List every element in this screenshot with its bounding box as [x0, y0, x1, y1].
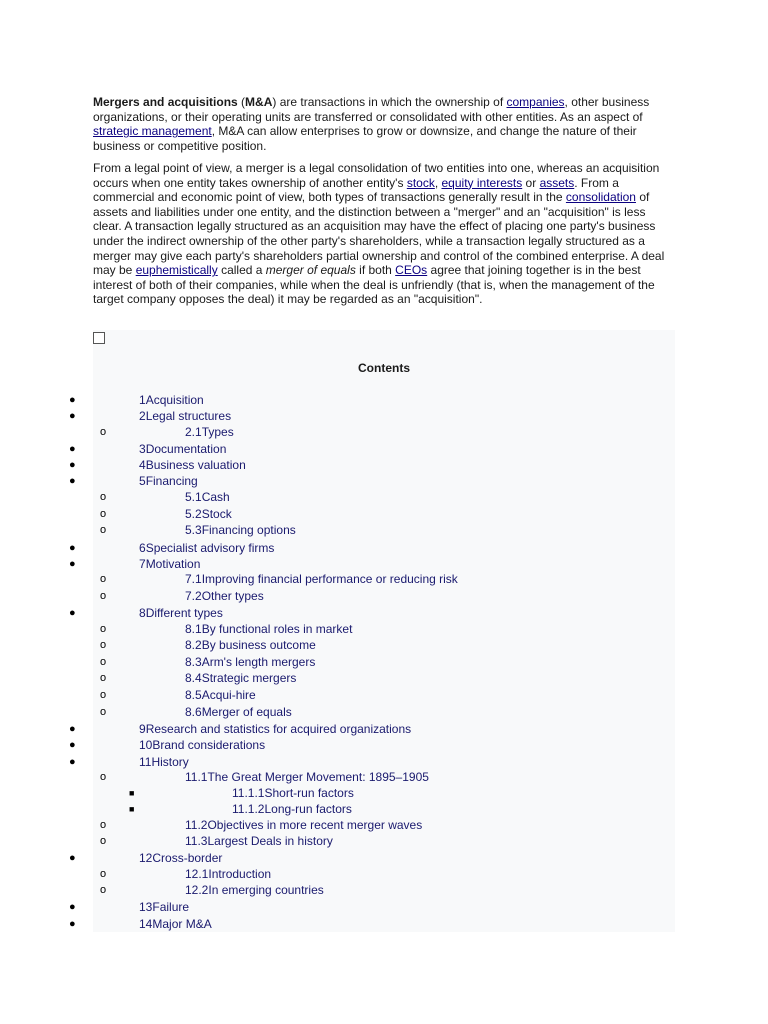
link-consolidation[interactable]: consolidation: [565, 190, 636, 205]
text-run: , M&A can allow enterprises to grow or downsize, and change the nature of their business or competitive position.: [93, 124, 637, 153]
toc-item-number: 12.1: [185, 867, 209, 881]
toc-item-number: 5.1: [185, 490, 202, 504]
toc-item-number: 10: [139, 738, 153, 752]
toc-item-number: 8.6: [185, 705, 202, 719]
toc-item-number: 4: [139, 458, 146, 472]
bullet-marker: o: [100, 656, 107, 668]
bullet-marker: ●: [69, 542, 76, 554]
toc-item-label: Motivation: [145, 557, 201, 571]
toc-item-link[interactable]: [139, 442, 226, 456]
toc-item-number: 11: [139, 755, 152, 769]
bullet-marker: ●: [69, 410, 76, 422]
toc-item-label: Arm's length mergers: [201, 655, 316, 669]
toc-item-link[interactable]: [139, 393, 204, 407]
toc-item-label: Improving financial performance or reducing risk: [201, 572, 458, 586]
toc-item-link[interactable]: [139, 541, 274, 555]
toc-item-label: The Great Merger Movement: 1895–1905: [207, 770, 429, 784]
toc-item-label: Major M&A: [152, 917, 212, 931]
toc-item-label: Acquisition: [145, 393, 204, 407]
toc-item-number: 3: [139, 442, 146, 456]
toc-item-number: 7.1: [185, 572, 202, 586]
bullet-marker: ●: [69, 459, 76, 471]
toc-item-link[interactable]: [185, 705, 292, 719]
bullet-marker: ●: [69, 475, 76, 487]
link-equity-interests[interactable]: equity interests: [441, 175, 523, 190]
toc-item-link[interactable]: [232, 786, 354, 800]
toc-item-label: Financing options: [201, 523, 296, 537]
link-companies[interactable]: companies: [506, 95, 565, 109]
text-run: From a legal point of view, a merger is a legal consolidation of two entities into one, whereas an acquisition occurs when one entity takes ownership of another entity's: [93, 161, 660, 190]
toc-item-label: Strategic mergers: [201, 671, 297, 685]
bullet-marker: ●: [69, 558, 76, 570]
toc-item-link[interactable]: [185, 655, 315, 669]
intro-paragraph-1: [93, 95, 677, 153]
toc-item-number: 14: [139, 917, 153, 931]
toc-item-link[interactable]: [185, 572, 458, 586]
toc-item-link[interactable]: [139, 458, 246, 472]
bullet-marker: ●: [69, 901, 76, 913]
toc-item-number: 8.1: [185, 622, 202, 636]
toc-item-label: Introduction: [208, 867, 272, 881]
toc-item-number: 8.3: [185, 655, 202, 669]
toc-item-link[interactable]: [185, 507, 232, 521]
toc-toggle-checkbox[interactable]: [93, 332, 105, 344]
toc-item-link[interactable]: [185, 770, 429, 784]
toc-item-number: 8.4: [185, 671, 202, 685]
term-bold: Mergers and acquisitions: [93, 95, 238, 109]
toc-item-label: Business valuation: [145, 458, 246, 472]
bullet-marker: o: [100, 835, 107, 847]
term-italic: merger of equals: [265, 263, 356, 278]
toc-item-number: 8.2: [185, 638, 202, 652]
toc-item-label: Documentation: [145, 442, 227, 456]
link-ceos[interactable]: CEOs: [395, 263, 428, 278]
toc-item-label: History: [151, 755, 189, 769]
bullet-marker: ■: [129, 804, 135, 814]
toc-item-link[interactable]: [185, 818, 422, 832]
toc-item-link[interactable]: [232, 802, 352, 816]
toc-item-number: 1: [139, 393, 146, 407]
toc-item-link[interactable]: [185, 622, 352, 636]
toc-item-label: Largest Deals in history: [207, 834, 333, 848]
bullet-marker: o: [100, 819, 107, 831]
bullet-marker: ●: [69, 852, 76, 864]
text-run: if both: [355, 263, 396, 278]
bullet-marker: o: [100, 508, 107, 520]
bullet-marker: ●: [69, 607, 76, 619]
intro-paragraph-2: [93, 161, 677, 307]
toc-item-number: 5: [139, 474, 146, 488]
toc-item-number: 7: [139, 557, 146, 571]
bullet-marker: o: [100, 689, 107, 701]
text-run: of assets and liabilities under one entity, and the distinction between a "merger" and an "acquisition" is less clear. A transaction legally structured as an acquisition may have the effect of placing one party's business under the indirect ownership of the other party's shareholders, while a transaction legally structured as a merger may give each party's shareholders partial ownership and control of the combined enterprise. A deal may be: [93, 190, 665, 278]
toc-item-link[interactable]: [139, 851, 222, 865]
toc-item-label: By functional roles in market: [201, 622, 353, 636]
toc-item-link[interactable]: [185, 490, 230, 504]
toc-item-number: 6: [139, 541, 146, 555]
toc-item-label: Research and statistics for acquired organizations: [145, 722, 412, 736]
toc-item-label: By business outcome: [201, 638, 316, 652]
bullet-marker: o: [100, 524, 107, 536]
text-run: ) are transactions in which the ownership of: [272, 95, 507, 109]
toc-item-link[interactable]: [139, 474, 198, 488]
bullet-marker: o: [100, 590, 107, 602]
bullet-marker: o: [100, 672, 107, 684]
link-assets[interactable]: assets: [539, 175, 575, 190]
toc-item-label: Other types: [201, 589, 264, 603]
link-strategic-management[interactable]: strategic management: [93, 124, 212, 139]
bullet-marker: ■: [129, 788, 135, 798]
toc-item-number: 2.1: [185, 425, 202, 439]
toc-item-number: 11.2: [185, 818, 208, 832]
bullet-marker: ●: [69, 918, 76, 930]
toc-item-link[interactable]: [139, 900, 189, 914]
toc-item-label: Cross-border: [152, 851, 223, 865]
toc-item-label: Long-run factors: [264, 802, 352, 816]
bullet-marker: ●: [69, 394, 76, 406]
toc-item-label: Failure: [152, 900, 190, 914]
toc-item-number: 8.5: [185, 688, 202, 702]
toc-item-number: 11.1: [185, 770, 208, 784]
toc-item-link[interactable]: [185, 589, 264, 603]
text-run: , other business organizations, or their operating units are transferred or consolidated with other entities. As an aspect of: [93, 95, 650, 124]
toc-item-link[interactable]: [185, 867, 271, 881]
bullet-marker: ●: [69, 739, 76, 751]
toc-item-label: Brand considerations: [152, 738, 266, 752]
toc-item-number: 5.3: [185, 523, 202, 537]
toc-item-number: 11.1.1: [232, 786, 265, 800]
text-run: (: [237, 95, 246, 109]
bullet-marker: o: [100, 771, 107, 783]
toc-item-number: 11.1.2: [232, 802, 265, 816]
bullet-marker: ●: [69, 443, 76, 455]
bullet-marker: o: [100, 491, 107, 503]
toc-item-number: 12: [139, 851, 153, 865]
toc-item-label: In emerging countries: [208, 883, 324, 897]
toc-item-link[interactable]: [139, 917, 212, 931]
toc-item-label: Financing: [145, 474, 198, 488]
toc-item-link[interactable]: [139, 722, 411, 736]
bullet-marker: o: [100, 623, 107, 635]
bullet-marker: o: [100, 706, 107, 718]
text-run: . From a commercial and economic point of view, both types of transactions generally result in the: [93, 175, 619, 205]
toc-item-number: 8: [139, 606, 146, 620]
bullet-marker: o: [100, 884, 107, 896]
toc-item-number: 5.2: [185, 507, 202, 521]
toc-item-link[interactable]: [185, 834, 333, 848]
toc-item-label: Specialist advisory firms: [145, 541, 275, 555]
toc-item-label: Legal structures: [145, 409, 232, 423]
bullet-marker: o: [100, 573, 107, 585]
toc-item-link[interactable]: [139, 409, 231, 423]
text-run: called a: [217, 263, 266, 278]
toc-item-link[interactable]: [139, 738, 265, 752]
toc-item-link[interactable]: [185, 638, 316, 652]
toc-item-label: Merger of equals: [201, 705, 292, 719]
toc-item-number: 13: [139, 900, 153, 914]
toc-item-number: 12.2: [185, 883, 209, 897]
toc-item-label: Types: [201, 425, 234, 439]
toc-item-number: 2: [139, 409, 146, 423]
toc-item-number: 7.2: [185, 589, 202, 603]
toc-item-label: Short-run factors: [264, 786, 354, 800]
bullet-marker: ●: [69, 723, 76, 735]
toc-item-link[interactable]: [185, 523, 296, 537]
text-run: or: [522, 175, 540, 190]
toc-item-label: Acqui-hire: [201, 688, 256, 702]
toc-item-number: 9: [139, 722, 146, 736]
toc-item-link[interactable]: [139, 755, 189, 769]
toc-title: Contents: [358, 361, 410, 375]
link-stock[interactable]: stock: [406, 175, 435, 190]
text-run: ,: [434, 175, 442, 190]
toc-item-label: Objectives in more recent merger waves: [207, 818, 423, 832]
abbr-bold: M&A: [245, 95, 273, 109]
toc-item-link[interactable]: [185, 671, 296, 685]
toc-item-link[interactable]: [185, 425, 234, 439]
bullet-marker: o: [100, 426, 107, 438]
toc-item-label: Cash: [201, 490, 230, 504]
toc-item-label: Different types: [145, 606, 223, 620]
toc-item-label: Stock: [201, 507, 232, 521]
bullet-marker: o: [100, 639, 107, 651]
toc-item-number: 11.3: [185, 834, 208, 848]
bullet-marker: o: [100, 868, 107, 880]
link-euphemistically[interactable]: euphemistically: [135, 263, 218, 278]
text-run: agree that joining together is in the best interest of both of their companies, while when the deal is unfriendly (that is, when the management of the target company opposes the deal) it may be regarded as an "acquisition".: [93, 263, 655, 307]
toc-item-link[interactable]: [139, 557, 200, 571]
toc-item-link[interactable]: [185, 883, 324, 897]
toc-item-link[interactable]: [139, 606, 223, 620]
toc-item-link[interactable]: [185, 688, 256, 702]
bullet-marker: ●: [69, 756, 76, 768]
